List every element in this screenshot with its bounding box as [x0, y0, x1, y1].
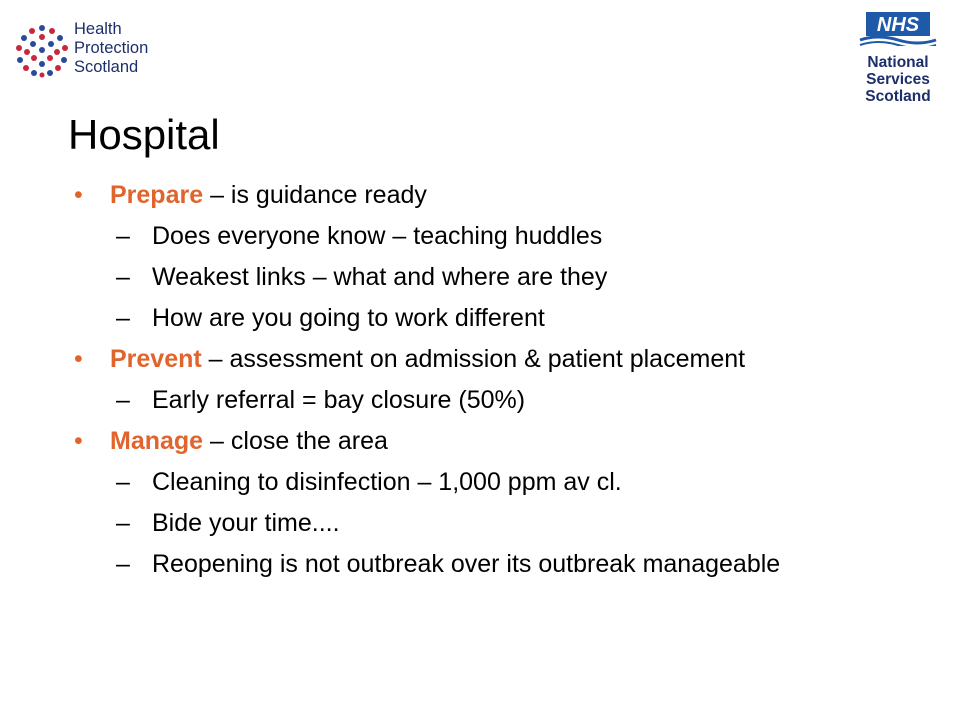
- sub-bullet-text: Reopening is not outbreak over its outbreak manageable: [152, 550, 781, 578]
- nhs-logo-line: Scotland: [865, 88, 931, 105]
- sub-bullet-text: Cleaning to disinfection – 1,000 ppm av cl.: [152, 468, 622, 496]
- sub-bullet-item: [74, 221, 794, 251]
- dash-icon: –: [116, 304, 130, 332]
- dash-icon: –: [116, 222, 130, 250]
- dash-icon: –: [116, 550, 130, 578]
- dash-icon: –: [116, 263, 130, 291]
- bullet-keyword: Manage: [110, 427, 204, 455]
- bullet-item-manage: [74, 426, 794, 456]
- nhs-logo-text: [852, 54, 944, 105]
- sub-bullet-text: Does everyone know – teaching huddles: [152, 222, 603, 250]
- bullet-icon: •: [74, 345, 83, 373]
- slide-title: Hospital: [68, 111, 220, 158]
- bullet-icon: •: [74, 427, 83, 455]
- sub-bullet-text: How are you going to work different: [152, 304, 545, 332]
- bullet-keyword: Prepare: [110, 181, 204, 209]
- dash-icon: –: [116, 386, 130, 414]
- bullet-keyword: Prevent: [110, 345, 202, 373]
- sub-bullet-text: Early referral = bay closure (50%): [152, 386, 526, 414]
- nhs-badge-text: NHS: [876, 14, 920, 36]
- sub-bullet-text: Bide your time....: [152, 509, 340, 537]
- sub-bullet-item: [74, 303, 794, 333]
- nhs-logo: [852, 10, 944, 110]
- nhs-logo-line: National: [867, 54, 929, 71]
- hps-logo-line: Protection: [74, 39, 149, 57]
- bullet-text: – is guidance ready: [203, 181, 427, 209]
- hps-logo-line: Scotland: [74, 58, 139, 76]
- bullet-text: – assessment on admission & patient placement: [201, 345, 746, 373]
- sub-bullet-item: [74, 262, 794, 292]
- bullet-list: [74, 180, 794, 590]
- hps-logo-text: [74, 20, 148, 77]
- sub-bullet-item: [74, 549, 794, 579]
- sub-bullet-item: [74, 508, 794, 538]
- hps-logo-line: Health: [74, 20, 122, 38]
- dash-icon: –: [116, 509, 130, 537]
- bullet-item-prepare: [74, 180, 794, 210]
- bullet-text: – close the area: [203, 427, 388, 455]
- nhs-logo-line: Services: [866, 71, 930, 88]
- hps-dot-pattern-icon: [14, 22, 70, 78]
- dash-icon: –: [116, 468, 130, 496]
- sub-bullet-item: [74, 467, 794, 497]
- sub-bullet-item: [74, 385, 794, 415]
- hps-logo: [14, 18, 164, 80]
- bullet-item-prevent: [74, 344, 794, 374]
- bullet-icon: •: [74, 181, 83, 209]
- sub-bullet-text: Weakest links – what and where are they: [152, 263, 608, 291]
- nhs-badge-icon: [858, 10, 938, 46]
